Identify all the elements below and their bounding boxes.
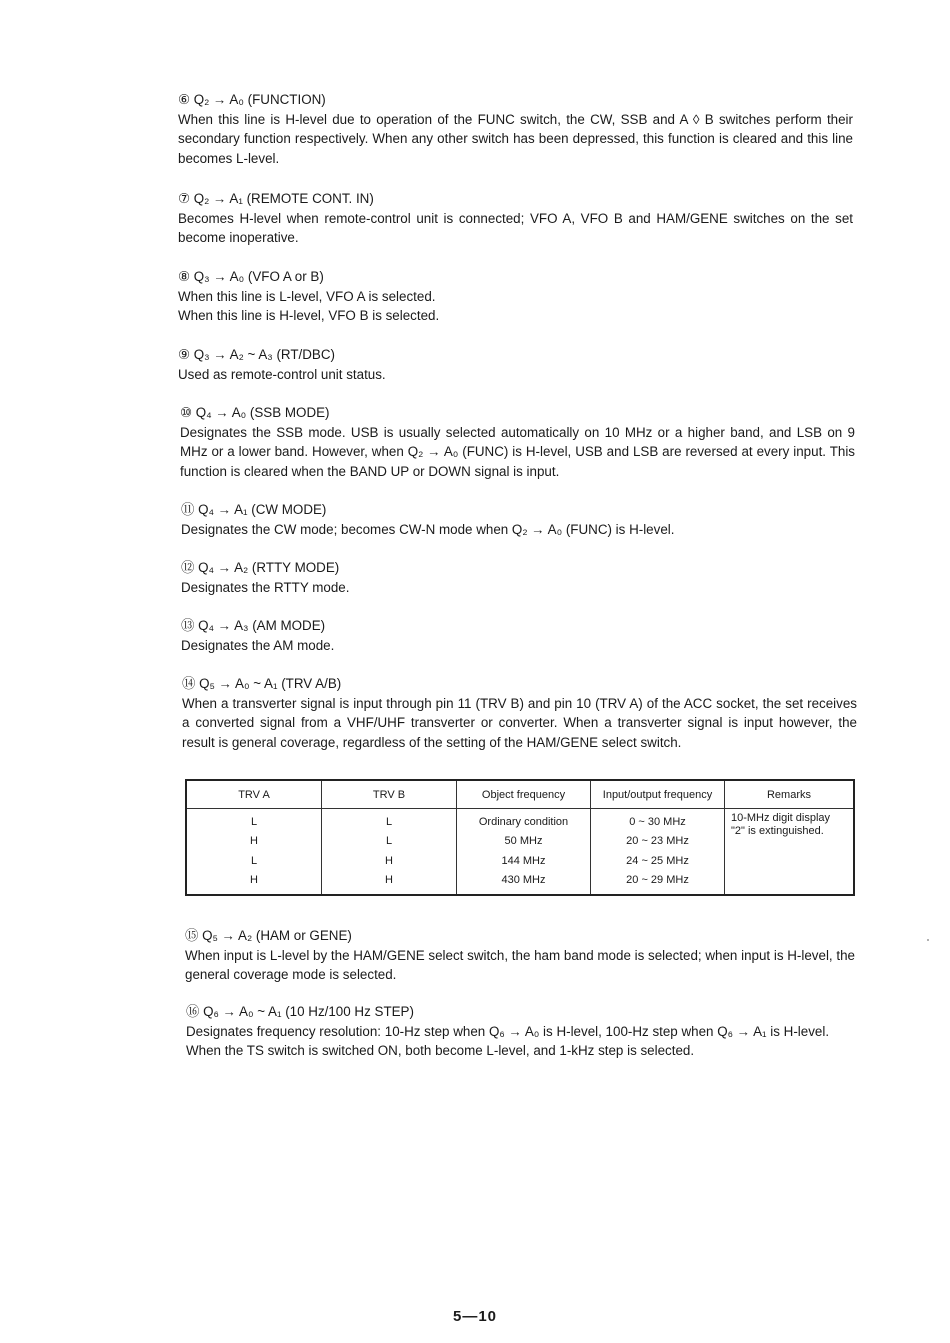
section-heading: ⑦ Q₂ → A₁ (REMOTE CONT. IN) [178, 191, 374, 206]
table-cell: 50 MHz [457, 832, 591, 852]
section-cw-mode [181, 500, 856, 539]
section-function [178, 90, 853, 168]
table-row [186, 809, 854, 832]
table-cell: 24 ~ 25 MHz [591, 851, 725, 871]
section-heading: ⑯ Q₆ → A₀ ~ A₁ (10 Hz/100 Hz STEP) [186, 1004, 414, 1019]
section-text: Designates the RTTY mode. [181, 579, 350, 595]
table-header-row [186, 780, 854, 809]
table-cell: 144 MHz [457, 851, 591, 871]
column-header: TRV B [322, 780, 457, 809]
section-text-line: When this line is L-level, VFO A is selected. [178, 288, 436, 304]
section-heading: ⑥ Q₂ → A₀ (FUNCTION) [178, 92, 326, 107]
table-cell: 20 ~ 29 MHz [591, 871, 725, 896]
remarks-cell: 10-MHz digit display "2" is extinguished. [731, 812, 831, 837]
section-heading: ⑨ Q₃ → A₂ ~ A₃ (RT/DBC) [178, 347, 335, 362]
table-cell: L [322, 809, 457, 832]
section-rt-dbc [178, 345, 853, 384]
section-text: Designates the SSB mode. USB is usually selected automatically on 10 MHz or a higher band, and LSB on 9 MHz or a lower band. However, when Q₂ → A₀ (FUNC) is H-level, USB and LSB are reversed at every input. This function is cleared when the BAND UP or DOWN signal is input. [180, 424, 855, 479]
section-text: Used as remote-control unit status. [178, 366, 386, 382]
table-cell: 0 ~ 30 MHz [591, 809, 725, 832]
section-text: When input is L-level by the HAM/GENE select switch, the ham band mode is selected; when input is H-level, the general coverage mode is selected. [185, 947, 855, 982]
transverter-table [185, 779, 855, 896]
column-header: Object frequency [457, 780, 591, 809]
section-text: Designates frequency resolution: 10-Hz step when Q₆ → A₀ is H-level, 100-Hz step when Q₆ → A₁ is H-level. [186, 1023, 830, 1039]
table-cell: Ordinary condition [457, 809, 591, 832]
section-text: When a transverter signal is input through pin 11 (TRV B) and pin 10 (TRV A) of the ACC socket, the set receives a converted signal from a VHF/UHF transverter or converter. When a transverter signal is input however, the result is general coverage, regardless of the setting of the HAM/GENE select switch. [182, 695, 857, 750]
section-heading: ⑬ Q₄ → A₃ (AM MODE) [181, 618, 326, 633]
section-text-line: When this line is H-level, VFO B is selected. [178, 308, 440, 323]
section-ham-or-gene [185, 926, 855, 985]
section-text: When this line is H-level due to operation of the FUNC switch, the CW, SSB and A ◊ B switches perform their secondary function respectively. When any other switch has been depressed, this function is cleared and this line becomes L-level. [178, 111, 853, 166]
page-number: 5—10 [452, 1308, 498, 1325]
section-am-mode [181, 616, 856, 655]
section-heading: ⑧ Q₃ → A₀ (VFO A or B) [178, 269, 324, 284]
section-heading: ⑮ Q₅ → A₂ (HAM or GENE) [185, 928, 352, 943]
scan-speck [927, 939, 929, 941]
section-heading: ⑪ Q₄ → A₁ (CW MODE) [181, 502, 327, 517]
column-header: Input/output frequency [591, 780, 725, 809]
section-heading: ⑭ Q₅ → A₀ ~ A₁ (TRV A/B) [182, 676, 342, 691]
section-heading: ⑩ Q₄ → A₀ (SSB MODE) [180, 405, 330, 420]
section-vfo-a-or-b [178, 267, 853, 326]
section-ssb-mode [180, 403, 855, 481]
table-cell: L [186, 851, 322, 871]
section-remote-cont-in [178, 189, 853, 248]
table-cell: H [186, 871, 322, 896]
table-cell: H [322, 871, 457, 896]
section-text: When the TS switch is switched ON, both become L-level, and 1-kHz step is selected. [186, 1043, 695, 1058]
table-cell: H [322, 851, 457, 871]
section-text: Becomes H-level when remote-control unit is connected; VFO A, VFO B and HAM/GENE switches on the set become inoperative. [178, 210, 853, 245]
table-cell: 20 ~ 23 MHz [591, 832, 725, 852]
table-cell: H [186, 832, 322, 852]
table-cell: L [186, 809, 322, 832]
section-trv-a-b [182, 674, 857, 752]
column-header: Remarks [725, 780, 855, 809]
section-text: Designates the AM mode. [181, 637, 335, 653]
section-text: Designates the CW mode; becomes CW-N mode when Q₂ → A₀ (FUNC) is H-level. [181, 521, 675, 537]
table-cell: L [322, 832, 457, 852]
section-heading: ⑫ Q₄ → A₂ (RTTY MODE) [181, 560, 340, 575]
table-cell: 430 MHz [457, 871, 591, 896]
column-header: TRV A [186, 780, 322, 809]
section-rtty-mode [181, 558, 856, 597]
section-step [186, 1002, 855, 1061]
